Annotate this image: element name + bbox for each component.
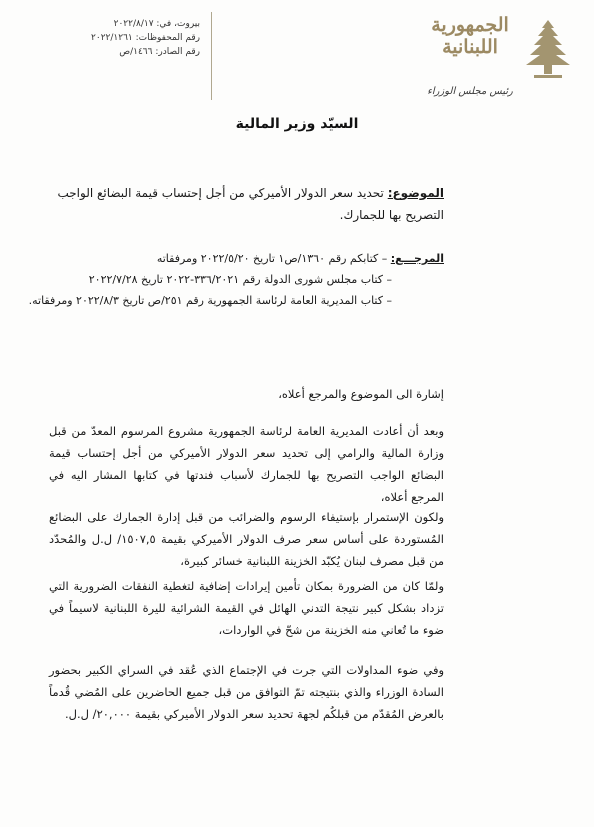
- reference-item: – كتابكم رقم ١٣٦٠/ص١ تاريخ ٢٠٢٢/٥/٢٠ ومرفقاته: [156, 252, 388, 265]
- body-paragraph: ولمّا كان من الضرورة بمكان تأمين إيرادات إضافية لتغطية النفقات الضرورية التي تزداد بشكل كبير نتيجة التدني الهائل في القيمة الشرائية لليرة اللبنانية لاسيماً في ضوء ما تُعاني منه الخزينة من شحّ في الواردات،: [49, 579, 444, 637]
- republic-title: الجمهورية اللبنانية: [431, 14, 509, 58]
- reference-label: المرجـــع:: [390, 252, 444, 265]
- reference-section: [28, 248, 444, 311]
- body-paragraph: وبعد أن أعادت المديرية العامة لرئاسة الجمهورية مشروع المرسوم المعدّ من قبل وزارة المالية والرامي إلى تحديد سعر الدولار الأميركي من أجل إحتساب قيمة البضائع الواجب التصريح بها للجمارك لأسباب فندتها في كتابها المشار اليه في المرجع أعلاه،: [49, 424, 444, 504]
- body-paragraph: إشارة الى الموضوع والمرجع أعلاه،: [278, 387, 444, 401]
- letter-date: بيروت، في: ٢٠٢٢/٨/١٧: [113, 19, 200, 29]
- subject-section: [49, 182, 444, 226]
- reference-item: – كتاب مجلس شورى الدولة رقم ٣٣٦/٢٠٢١-٢٠٢٢ تاريخ ٢٠٢٢/٧/٢٨: [88, 273, 392, 286]
- archive-number: رقم المحفوظات: ٢٠٢٢/١٢٦١: [91, 33, 200, 43]
- letterhead-logo: [416, 6, 576, 106]
- reference-numbers: [30, 17, 200, 59]
- subject-text: تحديد سعر الدولار الأميركي من أجل إحتساب قيمة البضائع الواجب التصريح بها للجمارك.: [57, 186, 444, 222]
- body-paragraph: وفي ضوء المداولات التي جرت في الإجتماع الذي عُقد في السراي الكبير بحضور السادة الوزراء والذي بنتيجته تمّ التوافق من قبل جميع الحاضرين على المُضي قُدماً بالعرض المُقدّم من قبلكُم لجهة تحديد سعر الدولار الأميركي بقيمة ٢٠,٠٠٠/ ل.ل.: [49, 663, 444, 721]
- prime-minister-title: رئيس مجلس الوزراء: [427, 86, 513, 97]
- cedar-icon: [520, 18, 576, 80]
- outgoing-number: رقم الصادر: ١٤٦٦/ص: [119, 47, 200, 57]
- reference-item: – كتاب المديرية العامة لرئاسة الجمهورية رقم ٢٥١/ص تاريخ ٢٠٢٢/٨/٣ ومرفقاته.: [28, 294, 392, 307]
- header-divider: [211, 12, 212, 100]
- addressee: السيّد وزير المالية: [235, 116, 359, 132]
- subject-label: الموضوع:: [387, 186, 444, 200]
- body-paragraph: ولكون الإستمرار بإستيفاء الرسوم والضرائب من قبل إدارة الجمارك على البضائع المُستوردة على أساس سعر صرف الدولار الأميركي بقيمة ١٥٠٧,٥/ ل.ل والمُحدّد من قبل مصرف لبنان يُكبّد الخزينة اللبنانية خسائر كبيرة،: [49, 510, 444, 568]
